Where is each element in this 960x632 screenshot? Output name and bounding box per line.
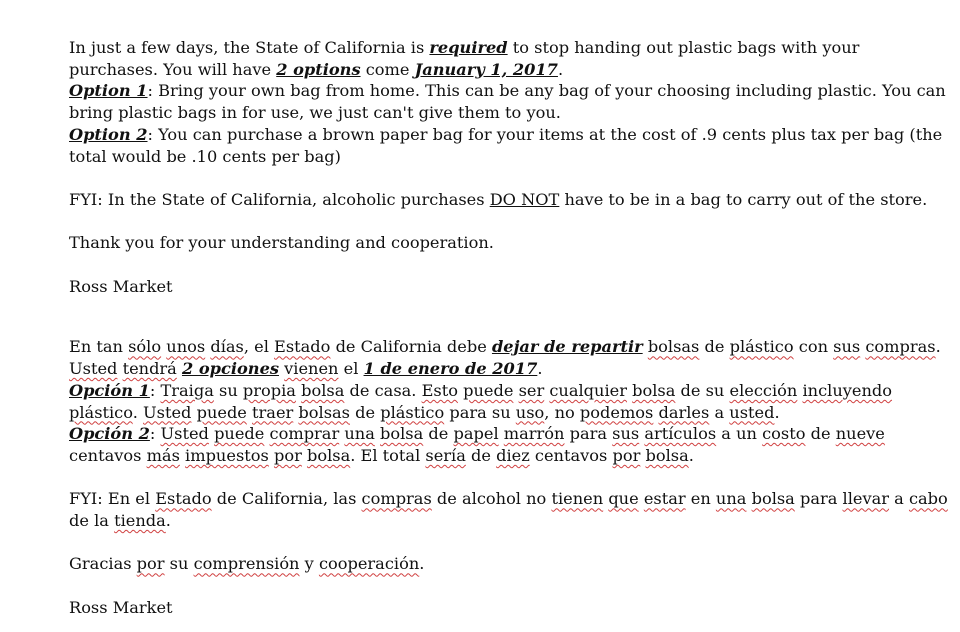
opcion-1-label: Opción 1 <box>69 380 150 400</box>
spanish-fyi: FYI: En el Estado de California, las compras de alcohol no tienen que estar en una bolsa para llevar a cabo de la tienda. <box>69 489 948 530</box>
spacer <box>69 211 949 233</box>
emphasis-required: required <box>429 38 508 57</box>
spacer <box>69 167 949 189</box>
spanish-option-1: Opción 1: Traiga su propia bolsa de casa. Esto puede ser cualquier bolsa de su elección incluyendo plástico. Usted puede traer bolsas de plástico para su uso, no podemos darles a usted. <box>69 380 893 422</box>
english-fyi: FYI: In the State of California, alcoholic purchases DO NOT have to be in a bag to carry out of the store. <box>69 189 928 209</box>
english-intro: In just a few days, the State of California is required to stop handing out plastic bags with your purchases. You will have 2 options come January 1, 2017. <box>69 38 860 79</box>
option-1-label: Option 1 <box>69 81 148 101</box>
english-option-1: Option 1: Bring your own bag from home. This can be any bag of your choosing including plastic. You can bring plastic bags in for use, we just can't give them to you. <box>69 81 946 123</box>
spanish-intro: En tan sólo unos días, el Estado de California debe dejar de repartir bolsas de plástico con sus compras. Usted tendrá 2 opciones vienen el 1 de enero de 2017. <box>69 337 941 379</box>
opcion-2-label: Opción 2 <box>69 424 150 444</box>
notice-document <box>69 37 949 618</box>
spanish-thanks: Gracias por su comprensión y cooperación. <box>69 554 425 574</box>
english-thanks: Thank you for your understanding and cooperation. <box>69 233 494 253</box>
english-option-2: Option 2: You can purchase a brown paper bag for your items at the cost of .9 cents plus tax per bag (the total would be .10 cents per bag) <box>69 124 943 166</box>
spanish-option-2: Opción 2: Usted puede comprar una bolsa de papel marrón para sus artículos a un costo de nueve centavos más impuestos por bolsa. El total sería de diez centavos por bolsa. <box>69 424 885 465</box>
spacer <box>69 467 949 489</box>
emphasis-dejar-de-repartir: dejar de repartir <box>491 337 643 357</box>
option-2-label: Option 2 <box>69 124 148 144</box>
spacer <box>69 254 949 276</box>
section-spacer <box>69 297 949 336</box>
spacer <box>69 532 949 554</box>
emphasis-date: January 1, 2017 <box>414 59 558 79</box>
emphasis-do-not: DO NOT <box>489 189 560 209</box>
emphasis-2-opciones: 2 opciones <box>181 359 279 379</box>
emphasis-options: 2 options <box>276 59 361 79</box>
emphasis-fecha: 1 de enero de 2017 <box>363 359 538 379</box>
spanish-signature: Ross Market <box>69 597 173 617</box>
spacer <box>69 575 949 597</box>
english-signature: Ross Market <box>69 276 173 296</box>
